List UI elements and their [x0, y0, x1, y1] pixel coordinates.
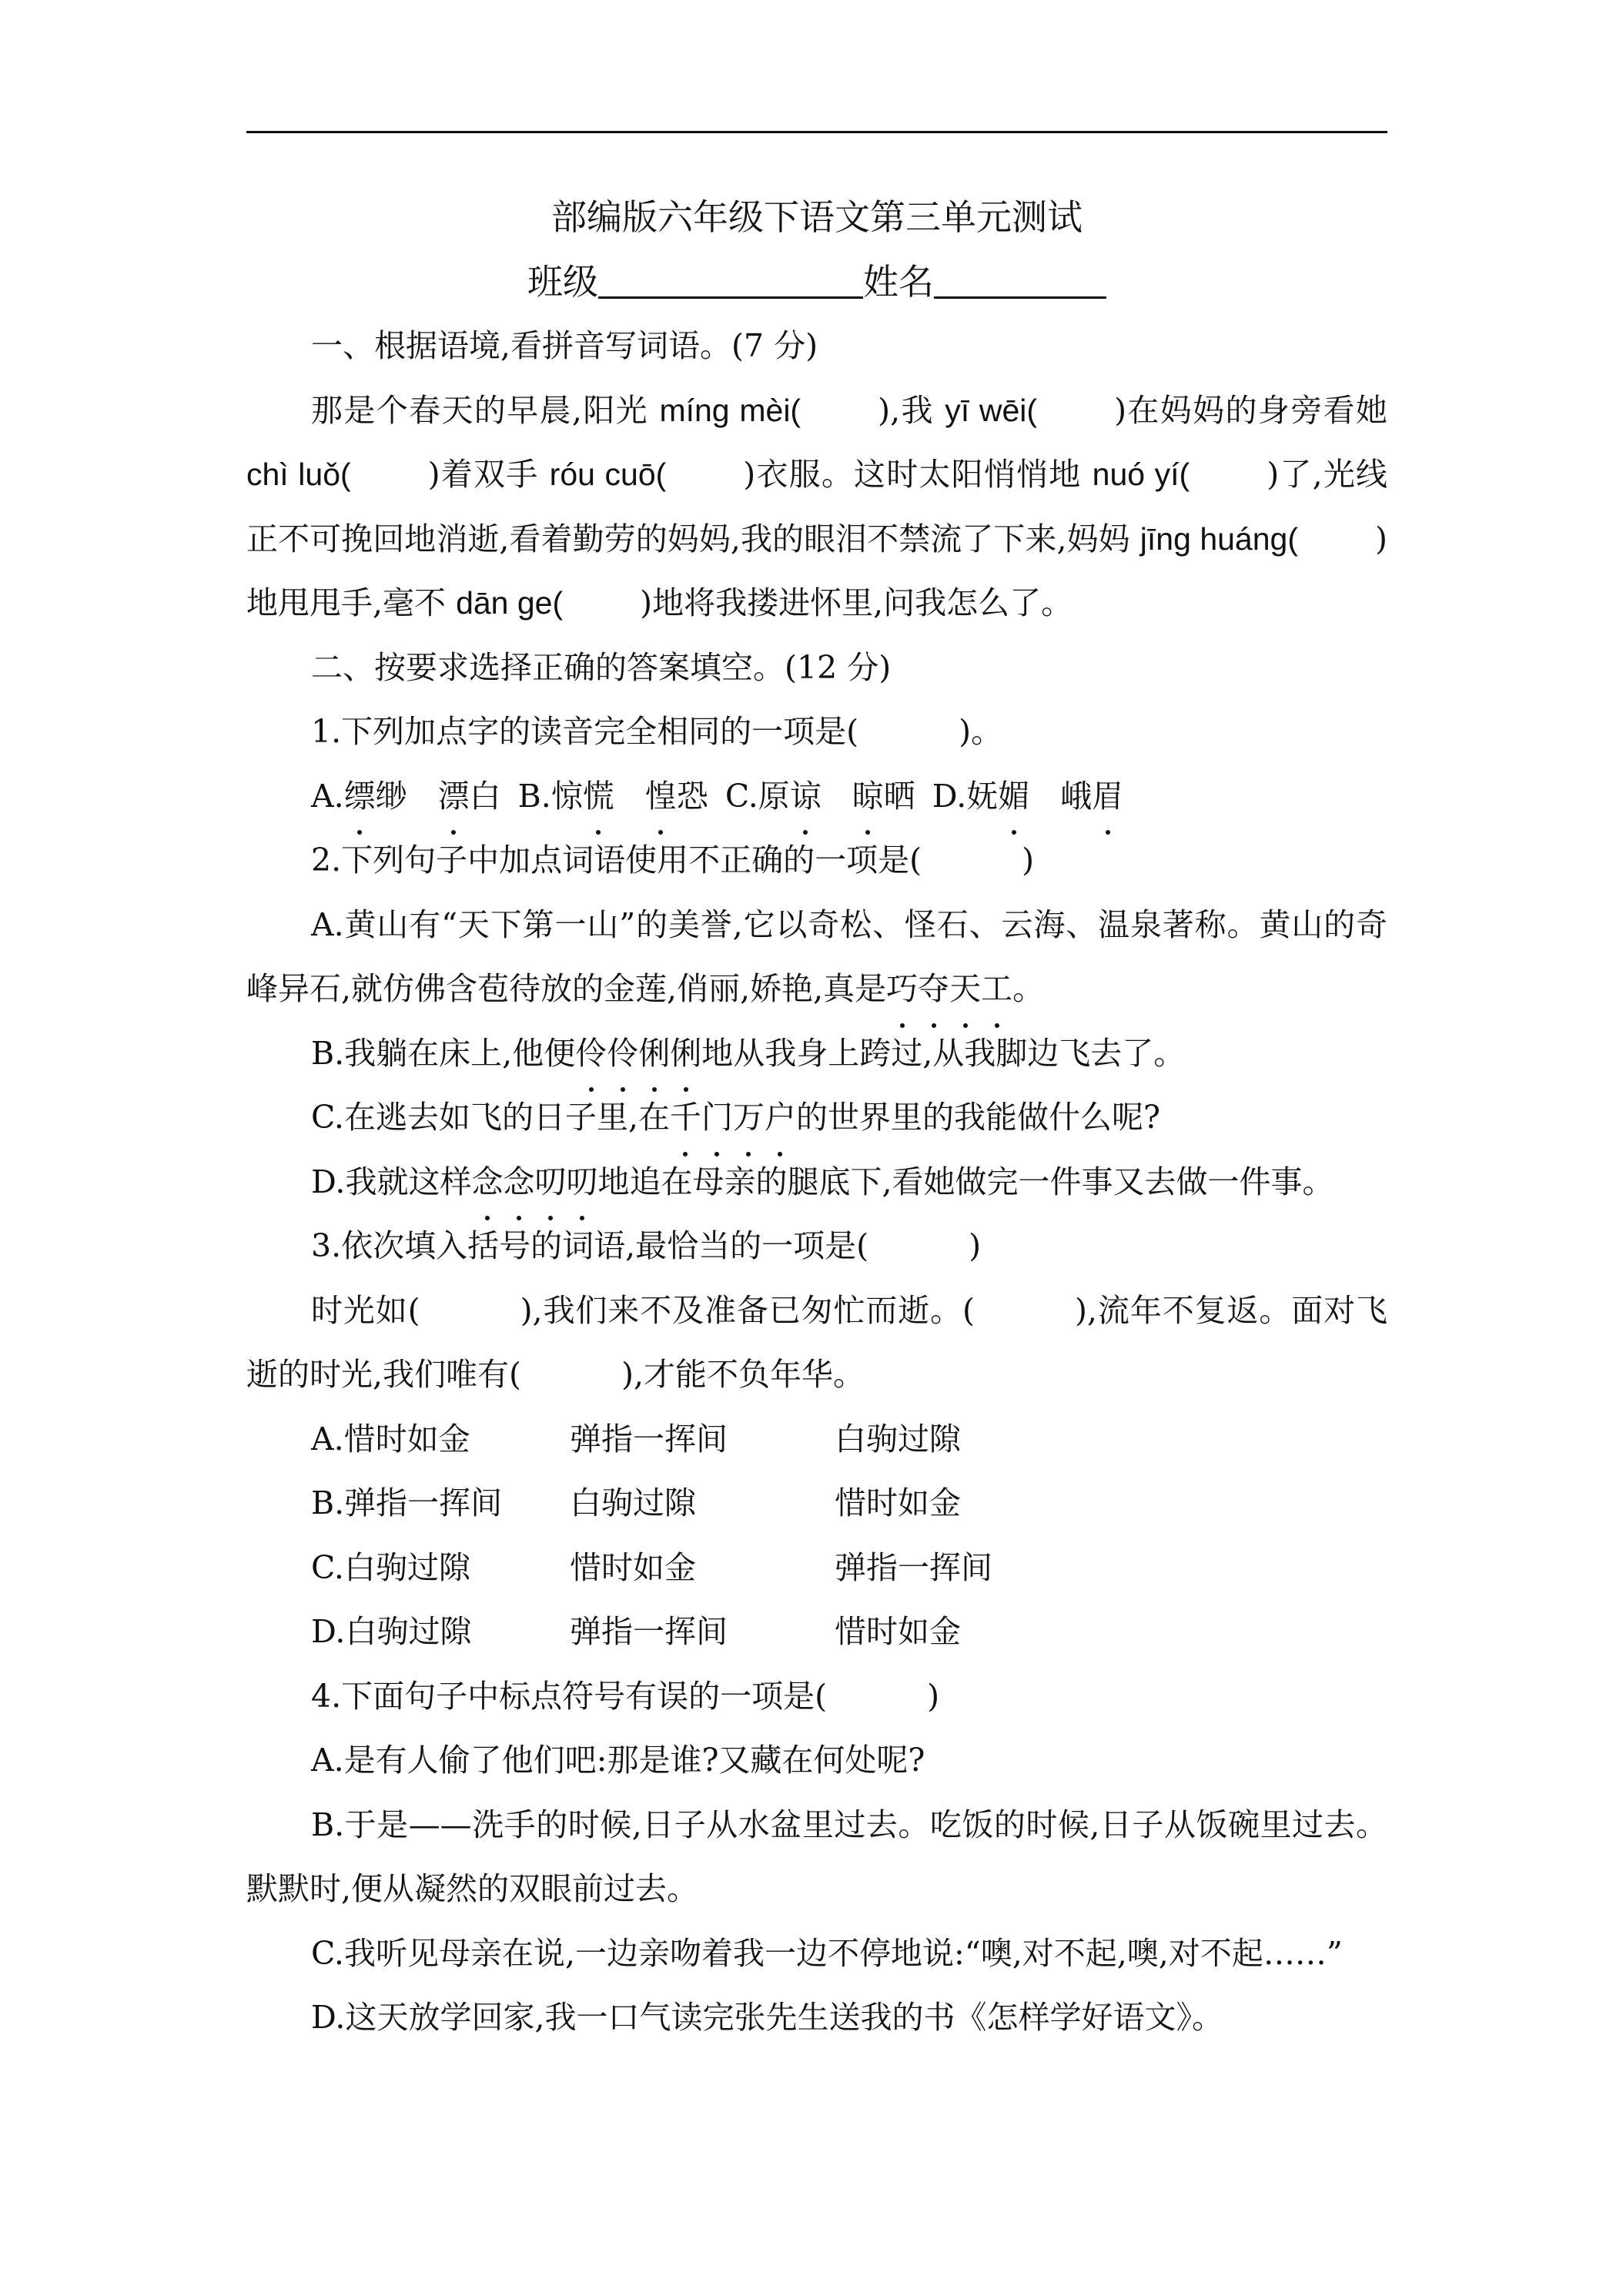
option-label: C. [724, 777, 758, 815]
dotted-char: 夺 [918, 957, 949, 1022]
passage-text: )着双手 [427, 456, 550, 493]
q4-option-c: C.我听见母亲在说,一边亲吻着我一边不停地说:“噢,对不起,噢,对不起……” [311, 1934, 1343, 1972]
dotted-char: 晾 [852, 765, 884, 829]
q2-option-b [246, 1022, 1387, 1086]
option-label: B. [517, 777, 551, 815]
dotted-char: 天 [949, 957, 981, 1022]
option-char: 峨 [1060, 777, 1093, 815]
passage-text: ),我们来不及准备已匆忙而逝。( [520, 1291, 975, 1329]
dotted-char: 工 [981, 957, 1012, 1022]
pinyin: yī wēi( [945, 392, 1038, 428]
option-char: 原 [758, 777, 790, 815]
passage-text: 那是个春天的早晨,阳光 [311, 391, 660, 429]
q2-option-c [246, 1086, 1387, 1150]
option-text: A.黄山有“天下第一山”的美誉,它以奇松、怪石、云海、温泉著称。黄山的奇峰异石,就仿佛含苞待放的金莲,俏丽,娇艳,真是 [246, 905, 1387, 1007]
dotted-char: 念 [503, 1150, 534, 1215]
option-word-1: A.惜时如金 [311, 1420, 470, 1458]
option-text: B.我躺在床上,他便 [311, 1034, 576, 1072]
dotted-char: 伶 [575, 1022, 607, 1086]
option-text: 地从我身上跨过,从我脚边飞去了。 [701, 1034, 1186, 1072]
section1-heading: 一、根据语境,看拼音写词语。(7 分) [311, 327, 818, 364]
option-word-3: 弹指一挥间 [835, 1548, 992, 1586]
name-blank[interactable] [934, 256, 1106, 299]
passage-text: )地将我搂进怀里,问我怎么了。 [640, 584, 1073, 621]
exam-content [246, 185, 1387, 2050]
option-word-3: 白驹过隙 [835, 1420, 961, 1458]
option-word-2: 惜时如金 [570, 1548, 696, 1586]
q3-passage [246, 1279, 1387, 1407]
option-label: A. [311, 777, 344, 815]
option-word-2: 弹指一挥间 [570, 1613, 728, 1650]
option-text: 地追在母亲的腿底下,看她做完一件事又去做一件事。 [597, 1163, 1334, 1200]
header-rule [246, 131, 1387, 133]
passage-text: ),我 [878, 391, 945, 429]
dotted-char: 缥 [344, 765, 376, 829]
option-word-1: D.白驹过隙 [311, 1613, 472, 1650]
question-text: 1.下列加点字的读音完全相同的一项是( [311, 713, 859, 750]
dotted-char: 慌 [583, 765, 614, 829]
option-label: D. [932, 777, 967, 815]
question-text: 4.下面句子中标点符号有误的一项是( [311, 1677, 828, 1715]
option-text: C.在逃去如飞的日子里,在 [311, 1099, 670, 1136]
question-text: 2.下列句子中加点词语使用不正确的一项是( [311, 842, 922, 879]
q4-option-d: D.这天放学回家,我一口气读完张先生送我的书《怎样学好语文》。 [311, 1999, 1223, 2036]
dotted-char: 媚 [998, 765, 1029, 829]
pinyin: jīng huáng( [1139, 520, 1298, 557]
passage-text: 时光如( [311, 1291, 420, 1329]
q3-option-a [246, 1407, 1387, 1472]
passage-text: )在妈妈的身旁看她 [1114, 391, 1387, 429]
name-label: 姓名 [863, 261, 934, 303]
dotted-char: 谅 [790, 765, 822, 829]
option-word-3: 惜时如金 [835, 1484, 961, 1521]
option-char: 恐 [676, 777, 708, 815]
dotted-char: 千 [670, 1086, 701, 1150]
class-blank[interactable] [598, 256, 863, 299]
passage-text: )衣服。这时太阳悄悄地 [743, 456, 1093, 493]
q2-option-d [246, 1150, 1387, 1215]
dotted-char: 念 [471, 1150, 503, 1215]
option-char: 白 [469, 777, 501, 815]
dotted-char: 巧 [886, 957, 918, 1022]
option-text: 。 [1012, 970, 1045, 1007]
pinyin: chì luǒ( [246, 457, 351, 492]
pinyin: nuó yí( [1092, 457, 1190, 492]
dotted-char: 叨 [534, 1150, 566, 1215]
section2-heading: 二、按要求选择正确的答案填空。(12 分) [311, 648, 892, 686]
option-word-2: 白驹过隙 [570, 1484, 696, 1521]
dotted-char: 门 [701, 1086, 733, 1150]
question-text: ) [1022, 842, 1035, 879]
q3-option-b [246, 1471, 1387, 1536]
dotted-char: 叨 [566, 1150, 597, 1215]
section1-passage [246, 379, 1387, 636]
pinyin: róu cuō( [549, 457, 667, 492]
q1-stem [246, 700, 1387, 765]
q4-stem [246, 1665, 1387, 1729]
option-char: 妩 [966, 777, 999, 815]
option-text: D.我就这样 [311, 1163, 472, 1200]
class-label: 班级 [527, 261, 598, 303]
passage-text: ),流年不复返。面对飞逝的时光,我们唯有( [246, 1291, 1387, 1393]
option-word-2: 弹指一挥间 [570, 1420, 728, 1458]
dotted-char: 惶 [645, 765, 677, 829]
q3-option-c [246, 1536, 1387, 1601]
dotted-char: 户 [765, 1086, 796, 1150]
dotted-char: 眉 [1092, 765, 1123, 829]
question-text: )。 [959, 713, 1003, 750]
class-name-line [246, 249, 1387, 314]
q2-option-a [246, 893, 1387, 1022]
option-text: 的世界里的我能做什么呢? [795, 1099, 1160, 1136]
option-char: 惊 [550, 777, 583, 815]
q2-stem [246, 828, 1387, 893]
exam-title: 部编版六年级下语文第三单元测试 [551, 196, 1083, 238]
dotted-char: 万 [733, 1086, 765, 1150]
option-char: 缈 [375, 777, 407, 815]
question-text: ) [927, 1677, 940, 1715]
dotted-char: 俐 [670, 1022, 701, 1086]
dotted-char: 伶 [607, 1022, 638, 1086]
q3-option-d [246, 1600, 1387, 1665]
q4-option-b: B.于是——洗手的时候,日子从水盆里过去。吃饭的时候,日子从饭碗里过去。默默时,便从凝然的双眼前过去。 [246, 1806, 1387, 1907]
q3-stem [246, 1214, 1387, 1279]
option-word-3: 惜时如金 [835, 1613, 961, 1650]
question-text: 3.依次填入括号的词语,最恰当的一项是( [311, 1227, 869, 1264]
question-text: ) [969, 1227, 982, 1264]
option-char: 晒 [883, 777, 915, 815]
dotted-char: 漂 [438, 765, 470, 829]
q1-options [246, 765, 1387, 829]
passage-text: ),才能不负年华。 [621, 1356, 865, 1393]
passage-text: )了,光线正不可挽回地消逝,看着勤劳的妈妈,我的眼泪不禁流了下来,妈妈 [246, 456, 1388, 557]
passage-text: )地甩甩手,毫不 [246, 520, 1387, 621]
dotted-char: 俐 [638, 1022, 670, 1086]
q4-option-a: A.是有人偷了他们吧:那是谁?又藏在何处呢? [311, 1742, 925, 1779]
option-word-1: B.弹指一挥间 [311, 1484, 503, 1521]
pinyin: dān ge( [456, 585, 564, 621]
pinyin: míng mèi( [659, 392, 801, 428]
option-word-1: C.白驹过隙 [311, 1548, 470, 1586]
